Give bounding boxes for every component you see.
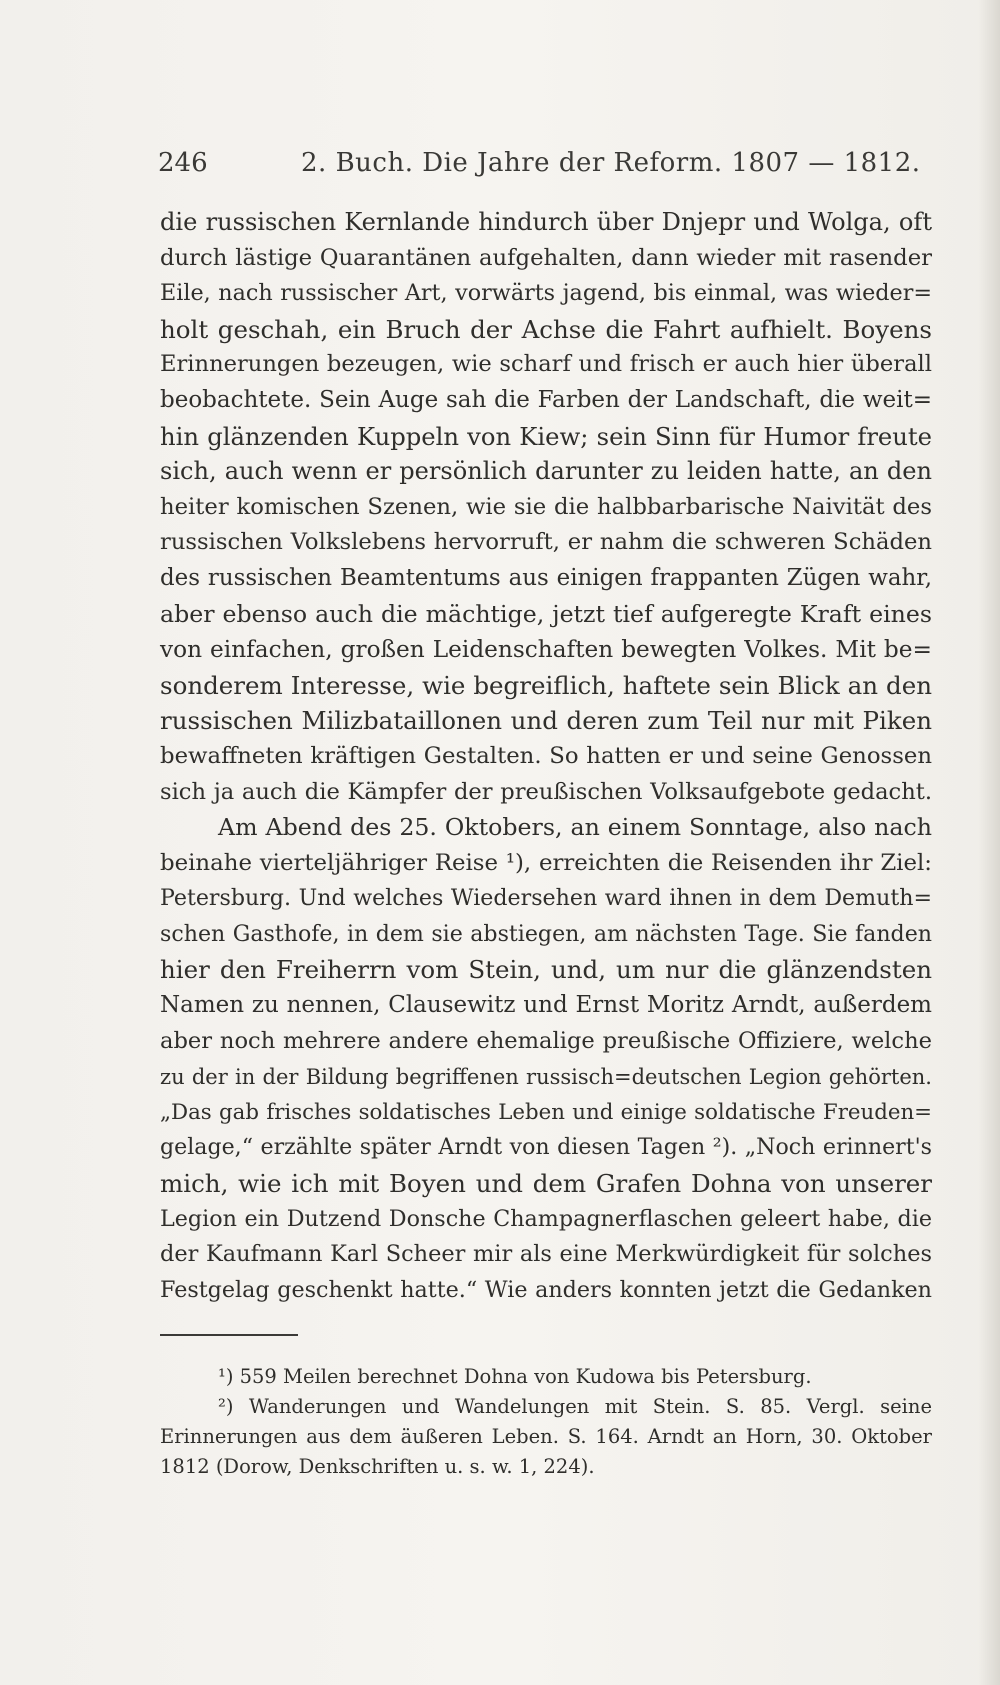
text-line: zu der in der Bildung begriffenen russisch=deutschen Legion gehörten. (160, 1064, 932, 1090)
footnotes (160, 1362, 932, 1482)
text-line: Festgelag geschenkt hatte.“ Wie anders konnten jetzt die Gedanken (160, 1276, 932, 1303)
text-line: der Kaufmann Karl Scheer mir als eine Merkwürdigkeit für solches (160, 1241, 932, 1268)
footnote-2-continued: Erinnerungen aus dem äußeren Leben. S. 164. Arndt an Horn, 30. Oktober (160, 1425, 932, 1448)
text-line: Eile, nach russischer Art, vorwärts jagend, bis einmal, was wieder= (160, 280, 932, 307)
text-line: Erinnerungen bezeugen, wie scharf und frisch er auch hier überall (160, 351, 932, 378)
footnote-1: ¹) 559 Meilen berechnet Dohna von Kudowa bis Petersburg. (218, 1365, 812, 1388)
text-line: aber ebenso auch die mächtige, jetzt tief aufgeregte Kraft eines (160, 599, 932, 628)
text-line: bewaffneten kräftigen Gestalten. So hatten er und seine Genossen (160, 742, 932, 769)
text-line: beinahe vierteljähriger Reise ¹), erreichten die Reisenden ihr Ziel: (160, 849, 932, 876)
text-line: „Das gab frisches soldatisches Leben und einige soldatische Freuden= (160, 1099, 932, 1125)
body-text (160, 205, 932, 1308)
text-line: gelage,“ erzählte später Arndt von diesen Tagen ²). „Noch erinnert's (160, 1134, 932, 1161)
text-line: russischen Milizbataillonen und deren zum Teil nur mit Piken (160, 706, 932, 736)
text-line: durch lästige Quarantänen aufgehalten, dann wieder mit rasender (160, 244, 932, 271)
text-line: des russischen Beamtentums aus einigen frappanten Zügen wahr, (160, 564, 932, 591)
text-line: von einfachen, großen Leidenschaften bewegten Volkes. Mit be= (160, 636, 932, 664)
footnote-divider (160, 1334, 298, 1336)
page-edge-shadow (978, 0, 1000, 1685)
text-line: beobachtete. Sein Auge sah die Farben der Landschaft, die weit= (160, 386, 932, 413)
text-line: die russischen Kernlande hindurch über Dnjepr und Wolga, oft (160, 208, 932, 236)
text-line: Legion ein Dutzend Donsche Champagnerflaschen geleert habe, die (160, 1205, 932, 1232)
text-line: holt geschah, ein Bruch der Achse die Fahrt aufhielt. Boyens (160, 314, 932, 344)
text-line: heiter komischen Szenen, wie sie die halbbarbarische Naivität des (160, 493, 932, 520)
footnote-2: ²) Wanderungen und Wandelungen mit Stein. S. 85. Vergl. seine (218, 1395, 932, 1418)
text-line: sonderem Interesse, wie begreiflich, haftete sein Blick an den (160, 670, 932, 700)
running-head-title: 2. Buch. Die Jahre der Reform. 1807 — 1812. (301, 148, 921, 178)
text-line: mich, wie ich mit Boyen und dem Grafen Dohna von unserer (160, 1169, 932, 1199)
text-line: aber noch mehrere andere ehemalige preußische Offiziere, welche (160, 1027, 932, 1054)
text-line: Petersburg. Und welches Wiedersehen ward ihnen in dem Demuth= (160, 885, 932, 912)
page-number: 246 (158, 148, 208, 178)
text-line-paragraph-start: Am Abend des 25. Oktobers, an einem Sonntage, also nach (218, 813, 932, 842)
text-line: sich ja auch die Kämpfer der preußischen Volksaufgebote gedacht. (160, 778, 932, 805)
footnote-2-continued: 1812 (Dorow, Denkschriften u. s. w. 1, 224). (160, 1455, 595, 1478)
running-head (158, 143, 930, 183)
text-line: Namen zu nennen, Clausewitz und Ernst Moritz Arndt, außerdem (160, 992, 932, 1019)
text-line: schen Gasthofe, in dem sie abstiegen, am nächsten Tage. Sie fanden (160, 920, 932, 947)
text-line: russischen Volkslebens hervorruft, er nahm die schweren Schäden (160, 529, 932, 556)
text-line: hin glänzenden Kuppeln von Kiew; sein Sinn für Humor freute (160, 421, 932, 451)
text-line: sich, auch wenn er persönlich darunter zu leiden hatte, an den (160, 457, 932, 486)
text-line: hier den Freiherrn vom Stein, und, um nur die glänzendsten (160, 955, 932, 985)
